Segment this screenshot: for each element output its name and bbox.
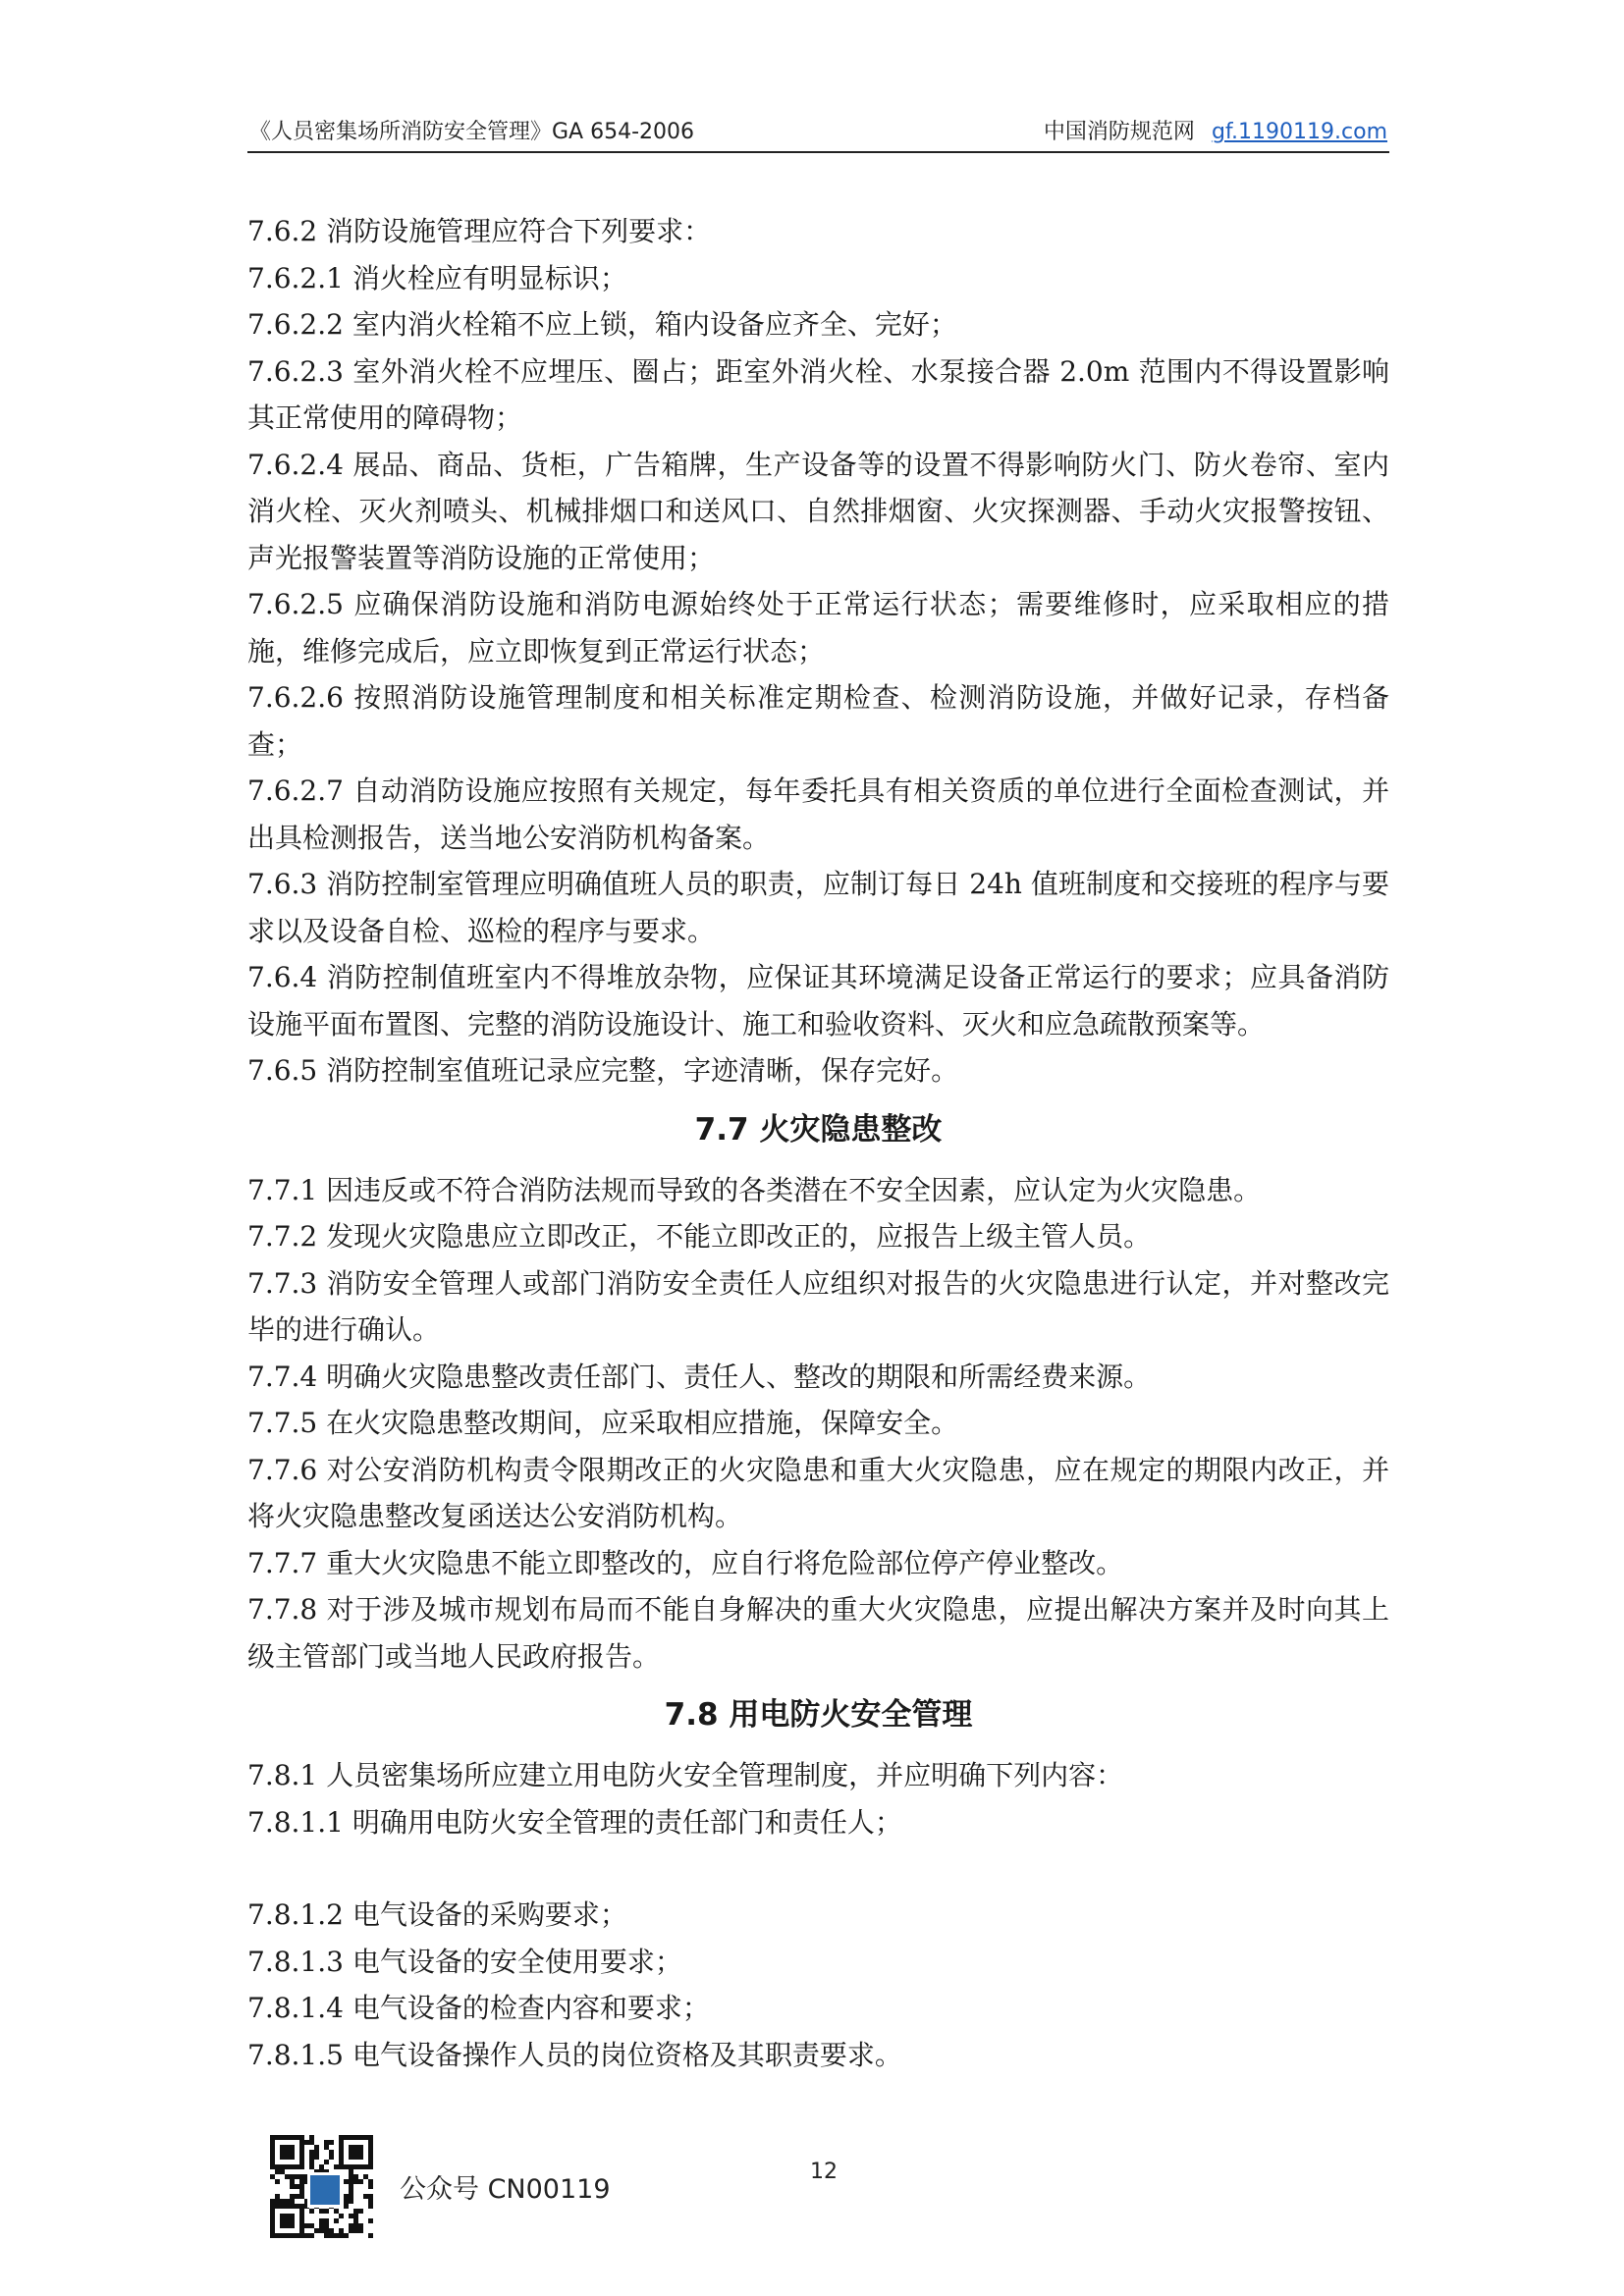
clause-paragraph: 7.7.6 对公安消防机构责令限期改正的火灾隐患和重大火灾隐患，应在规定的期限内改正，并将火灾隐患整改复函送达公安消防机构。 [247,1453,1389,1532]
page-header [247,110,1389,153]
site-name: 中国消防规范网 [1043,120,1195,144]
document-body [247,208,1389,2078]
site-credit [1044,115,1387,145]
clause-paragraph: 7.7.5 在火灾隐患整改期间，应采取相应措施，保障安全。 [247,1407,959,1439]
qr-code-icon [265,2130,378,2243]
clause-paragraph: 7.6.2.6 按照消防设施管理制度和相关标准定期检查、检测消防设施，并做好记录，存档备查； [247,681,1389,761]
clause-paragraph: 7.6.2.1 消火栓应有明显标识； [247,261,627,294]
document-title: 《人员密集场所消防安全管理》GA 654-2006 [249,120,695,144]
site-url-link[interactable]: gf.1190119.com [1211,120,1387,144]
clause-paragraph: 7.6.2 消防设施管理应符合下列要求： [247,215,712,247]
clause-paragraph: 7.6.2.3 室外消火栓不应埋压、圈占；距室外消火栓、水泵接合器 2.0m 范围内不得设置影响其正常使用的障碍物； [247,354,1389,434]
page-number: 12 [810,2160,838,2184]
wechat-account: 公众号 CN00119 [400,2174,611,2205]
clause-paragraph: 7.6.2.4 展品、商品、货柜，广告箱牌，生产设备等的设置不得影响防火门、防火卷帘、室内消火栓、灭火剂喷头、机械排烟口和送风口、自然排烟窗、火灾探测器、手动火灾报警按钮、声光报警装置等消防设施的正常使用； [247,448,1389,574]
page-footer [265,2130,1394,2258]
clause-paragraph: 7.8.1.2 电气设备的采购要求； [247,1898,627,1931]
clause-paragraph: 7.7.3 消防安全管理人或部门消防安全责任人应组织对报告的火灾隐患进行认定，并对整改完毕的进行确认。 [247,1266,1389,1346]
clause-paragraph: 7.6.5 消防控制室值班记录应完整，字迹清晰，保存完好。 [247,1054,959,1087]
clause-paragraph: 7.6.2.7 自动消防设施应按照有关规定，每年委托具有相关资质的单位进行全面检查测试，并出具检测报告，送当地公安消防机构备案。 [247,774,1389,854]
clause-paragraph: 7.8.1.4 电气设备的检查内容和要求； [247,1992,710,2024]
section-heading: 7.8 用电防火安全管理 [664,1697,973,1733]
clause-paragraph: 7.6.3 消防控制室管理应明确值班人员的职责，应制订每日 24h 值班制度和交接班的程序与要求以及设备自检、巡检的程序与要求。 [247,868,1389,947]
clause-paragraph: 7.8.1.3 电气设备的安全使用要求； [247,1945,682,1978]
clause-paragraph: 7.7.2 发现火灾隐患应立即改正，不能立即改正的，应报告上级主管人员。 [247,1220,1152,1253]
clause-paragraph: 7.8.1 人员密集场所应建立用电防火安全管理制度，并应明确下列内容： [247,1759,1124,1791]
clause-paragraph: 7.6.2.2 室内消火栓箱不应上锁，箱内设备应齐全、完好； [247,308,957,341]
clause-paragraph: 7.8.1.1 明确用电防火安全管理的责任部门和责任人； [247,1805,902,1839]
clause-paragraph: 7.7.1 因违反或不符合消防法规而导致的各类潜在不安全因素，应认定为火灾隐患。 [247,1173,1262,1206]
clause-paragraph: 7.6.2.5 应确保消防设施和消防电源始终处于正常运行状态；需要维修时，应采取相应的措施，维修完成后，应立即恢复到正常运行状态； [247,588,1389,667]
section-heading: 7.7 火灾隐患整改 [694,1111,943,1148]
qr-logo [307,2172,343,2208]
clause-paragraph: 7.6.4 消防控制值班室内不得堆放杂物，应保证其环境满足设备正常运行的要求；应具备消防设施平面布置图、完整的消防设施设计、施工和验收资料、灭火和应急疏散预案等。 [247,961,1389,1041]
clause-paragraph: 7.7.4 明确火灾隐患整改责任部门、责任人、整改的期限和所需经费来源。 [247,1360,1152,1393]
clause-paragraph: 7.7.7 重大火灾隐患不能立即整改的，应自行将危险部位停产停业整改。 [247,1546,1124,1579]
clause-paragraph: 7.8.1.5 电气设备操作人员的岗位资格及其职责要求。 [247,2038,902,2071]
clause-paragraph: 7.7.8 对于涉及城市规划布局而不能自身解决的重大火灾隐患，应提出解决方案并及时向其上级主管部门或当地人民政府报告。 [247,1593,1389,1673]
